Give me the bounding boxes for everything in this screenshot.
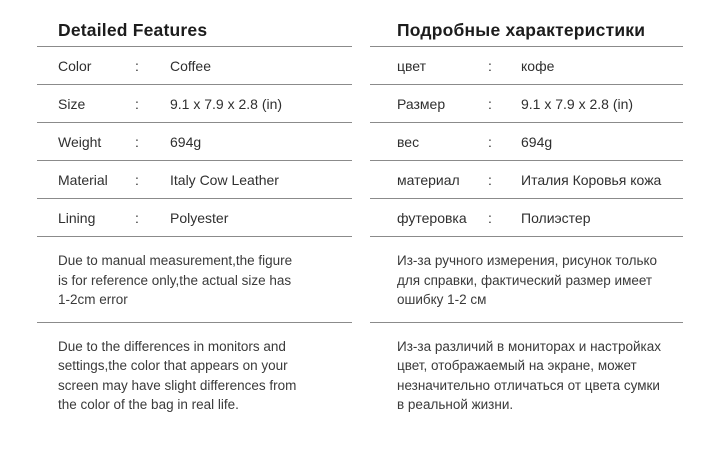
- note-line: Due to manual measurement,the figure: [58, 253, 293, 268]
- spec-label: футеровка: [397, 209, 467, 226]
- spec-colon: :: [135, 95, 139, 112]
- note-measurement-english: [37, 237, 352, 323]
- spec-label: вес: [397, 133, 420, 150]
- spec-value: 9.1 x 7.9 x 2.8 (in): [170, 95, 283, 112]
- spec-colon: :: [488, 171, 492, 188]
- note-line: Due to the differences in monitors and: [58, 338, 286, 354]
- spec-row-weight-ru: [370, 123, 683, 161]
- spec-colon: :: [135, 57, 139, 74]
- note-line: ошибку 1-2 см: [397, 292, 487, 307]
- spec-label: Размер: [397, 95, 446, 112]
- note-measurement-russian: [370, 237, 683, 323]
- spec-colon: :: [488, 95, 492, 112]
- note-line: the color of the bag in real life.: [58, 397, 239, 412]
- spec-panel-russian: [370, 0, 683, 427]
- spec-colon: :: [488, 133, 492, 150]
- note-line: screen may have slight differences from: [58, 377, 297, 393]
- spec-label: материал: [397, 171, 460, 188]
- spec-row-color-ru: [370, 47, 683, 85]
- spec-colon: :: [135, 133, 139, 150]
- spec-value: Italy Cow Leather: [170, 171, 279, 188]
- spec-value: Polyester: [170, 209, 229, 226]
- spec-row-size: [37, 85, 352, 123]
- spec-value: 9.1 x 7.9 x 2.8 (in): [521, 95, 634, 112]
- spec-label: Material: [58, 171, 108, 188]
- panel-title-russian: Подробные характеристики: [370, 19, 683, 47]
- note-monitor-english: [37, 323, 352, 427]
- spec-row-material: [37, 161, 352, 199]
- note-line: Из-за различий в мониторах и настройках: [397, 338, 661, 354]
- spec-value: Полиэстер: [521, 209, 591, 226]
- spec-colon: :: [135, 209, 139, 226]
- spec-colon: :: [488, 209, 492, 226]
- spec-label: Size: [58, 95, 86, 112]
- note-line: Из-за ручного измерения, рисунок только: [397, 253, 658, 268]
- spec-label: цвет: [397, 57, 427, 74]
- spec-table-english: [37, 47, 352, 237]
- spec-panel-english: [37, 0, 352, 427]
- note-line: незначительно отличаться от цвета сумки: [397, 377, 660, 393]
- note-monitor-russian: [370, 323, 683, 427]
- spec-row-lining-ru: [370, 199, 683, 237]
- spec-value: кофе: [521, 57, 555, 74]
- note-line: 1-2cm error: [58, 292, 128, 307]
- spec-row-color: [37, 47, 352, 85]
- note-line: для справки, фактический размер имеет: [397, 272, 653, 288]
- spec-value: Coffee: [170, 57, 211, 74]
- note-line: settings,the color that appears on your: [58, 358, 288, 373]
- panel-title-english: Detailed Features: [37, 19, 352, 47]
- spec-value: Италия Коровья кожа: [521, 171, 662, 188]
- note-line: в реальной жизни.: [397, 397, 514, 412]
- spec-row-size-ru: [370, 85, 683, 123]
- spec-label: Weight: [58, 133, 102, 150]
- spec-row-lining: [37, 199, 352, 237]
- spec-value: 694g: [521, 133, 553, 150]
- note-line: цвет, отображаемый на экране, может: [397, 358, 637, 373]
- spec-row-weight: [37, 123, 352, 161]
- spec-value: 694g: [170, 133, 202, 150]
- note-line: is for reference only,the actual size has: [58, 272, 292, 288]
- spec-colon: :: [488, 57, 492, 74]
- spec-label: Lining: [58, 209, 96, 226]
- spec-label: Color: [58, 57, 92, 74]
- spec-row-material-ru: [370, 161, 683, 199]
- spec-colon: :: [135, 171, 139, 188]
- spec-table-russian: [370, 47, 683, 237]
